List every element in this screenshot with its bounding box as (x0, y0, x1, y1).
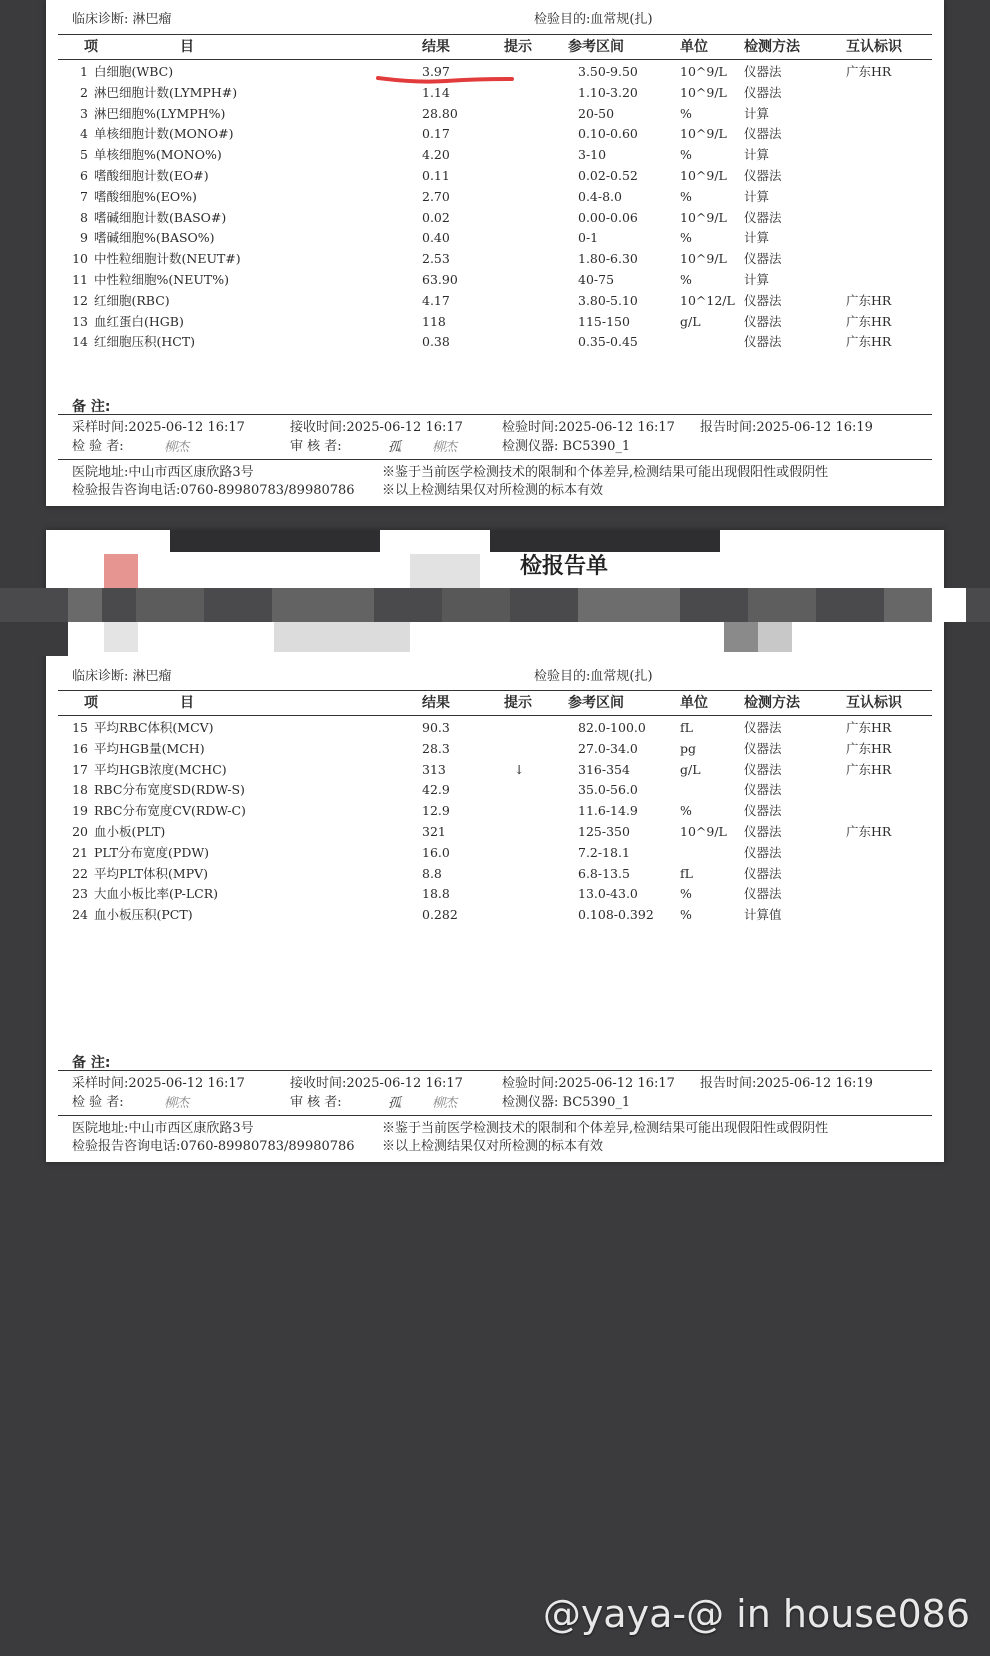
method: 计算 (744, 230, 770, 246)
method: 仪器法 (744, 313, 782, 329)
receive-time: 接收时间:2025-06-12 16:17 (290, 420, 463, 435)
unit: % (680, 886, 692, 902)
mutual-recognition: 广东HR (846, 761, 892, 777)
unit: 10^9/L (680, 126, 727, 142)
report-time: 报告时间:2025-06-12 16:19 (700, 1076, 873, 1091)
result-value: 0.282 (422, 907, 458, 923)
header-item: 项 (84, 695, 98, 711)
unit: 10^9/L (680, 209, 727, 225)
method: 计算值 (744, 907, 782, 923)
method: 仪器法 (744, 740, 782, 756)
mutual-recognition: 广东HR (846, 64, 892, 79)
row-number: 3 (80, 105, 88, 121)
row-number: 4 (80, 126, 88, 142)
remark-label: 备 注: (72, 399, 111, 415)
unit: % (680, 188, 692, 204)
watermark-text: @yaya-@ in house086 (542, 1592, 970, 1636)
table-row (58, 228, 932, 249)
test-name: 淋巴细胞计数(LYMPH#) (94, 84, 238, 100)
row-number: 15 (72, 720, 88, 735)
instrument: 检测仪器: BC5390_1 (502, 1095, 631, 1110)
row-number: 21 (72, 844, 88, 860)
unit: 10^12/L (680, 292, 735, 308)
divider (58, 1115, 932, 1116)
row-number: 24 (72, 907, 88, 923)
table-row (58, 291, 932, 312)
consult-phone: 检验报告咨询电话:0760-89980783/89980786 (72, 1139, 355, 1154)
results-table-2 (58, 718, 932, 926)
header-mutual: 互认标识 (846, 695, 902, 711)
header-unit: 单位 (680, 695, 708, 711)
table-row (58, 312, 932, 333)
tester-label: 检 验 者: (72, 1095, 124, 1110)
row-number: 12 (72, 292, 88, 308)
result-value: 4.17 (422, 292, 450, 308)
instrument: 检测仪器: BC5390_1 (502, 439, 631, 454)
table-row (58, 104, 932, 125)
reference-range: 3.80-5.10 (578, 292, 638, 308)
result-value: 321 (422, 823, 446, 839)
table-row (58, 83, 932, 104)
row-number: 10 (72, 251, 88, 267)
remark-label: 备 注: (72, 1055, 111, 1071)
table-row (58, 780, 932, 801)
disclaimer-1: ※鉴于当前医学检测技术的限制和个体差异,检测结果可能出现假阳性或假阴性 (382, 465, 829, 480)
table-row (58, 270, 932, 291)
test-name: 平均HGB量(MCH) (94, 740, 205, 756)
time-row (72, 1075, 918, 1093)
reference-range: 82.0-100.0 (578, 720, 646, 735)
row-number: 19 (72, 803, 88, 819)
result-value: 2.70 (422, 188, 450, 204)
red-highlight-underline (376, 74, 514, 84)
unit: 10^9/L (680, 251, 727, 267)
row-number: 17 (72, 761, 88, 777)
result-value: 42.9 (422, 782, 450, 798)
method: 仪器法 (744, 84, 782, 100)
lab-report-sheet-1 (46, 0, 944, 506)
table-row (58, 208, 932, 229)
method: 仪器法 (744, 251, 782, 267)
table-row (58, 884, 932, 905)
result-value: 0.17 (422, 126, 450, 142)
result-value: 313 (422, 761, 446, 777)
unit: pg (680, 740, 697, 756)
mutual-recognition: 广东HR (846, 313, 892, 329)
row-number: 16 (72, 740, 88, 756)
result-value: 2.53 (422, 251, 450, 267)
header-unit: 单位 (680, 39, 708, 55)
reference-range: 0.108-0.392 (578, 907, 654, 923)
method: 仪器法 (744, 720, 782, 735)
method: 仪器法 (744, 761, 782, 777)
reference-range: 0.10-0.60 (578, 126, 638, 142)
header-method: 检测方法 (744, 39, 800, 55)
table-row (58, 739, 932, 760)
sample-time: 采样时间:2025-06-12 16:17 (72, 1076, 245, 1091)
test-name: 嗜酸细胞%(EO%) (94, 188, 197, 204)
header-method: 检测方法 (744, 695, 800, 711)
reference-range: 1.10-3.20 (578, 84, 638, 100)
test-name: 嗜酸细胞计数(EO#) (94, 167, 209, 183)
header-result: 结果 (422, 39, 450, 55)
table-row (58, 145, 932, 166)
test-purpose: 检验目的:血常规(扎) (534, 12, 653, 27)
row-number: 11 (72, 271, 88, 287)
unit: 10^9/L (680, 823, 727, 839)
test-name: 红细胞压积(HCT) (94, 334, 196, 350)
result-value: 0.38 (422, 334, 450, 350)
table-header (58, 34, 932, 60)
row-number: 5 (80, 147, 88, 163)
reference-range: 115-150 (578, 313, 630, 329)
row-number: 7 (80, 188, 88, 204)
unit: 10^9/L (680, 167, 727, 183)
unit: g/L (680, 761, 701, 777)
test-name: 平均PLT体积(MPV) (94, 865, 209, 881)
header-flag: 提示 (504, 695, 532, 711)
divider (58, 414, 932, 415)
disclaimer-2: ※以上检测结果仅对所检测的标本有效 (382, 1139, 604, 1154)
result-value: 90.3 (422, 720, 450, 735)
row-number: 13 (72, 313, 88, 329)
result-value: 4.20 (422, 147, 450, 163)
reference-range: 13.0-43.0 (578, 886, 638, 902)
result-value: 28.3 (422, 740, 450, 756)
table-row (58, 249, 932, 270)
test-name: 单核细胞计数(MONO#) (94, 126, 234, 142)
test-name: 嗜碱细胞%(BASO%) (94, 230, 215, 246)
reference-range: 7.2-18.1 (578, 844, 630, 860)
reviewer-label: 审 核 者: (290, 439, 342, 454)
unit: % (680, 230, 692, 246)
mutual-recognition: 广东HR (846, 720, 892, 735)
test-name: 平均HGB浓度(MCHC) (94, 761, 227, 777)
test-name: 嗜碱细胞计数(BASO#) (94, 209, 227, 225)
test-purpose: 检验目的:血常规(扎) (534, 669, 653, 684)
footer-row-1 (72, 464, 924, 482)
report-time: 报告时间:2025-06-12 16:19 (700, 420, 873, 435)
test-name: 单核细胞%(MONO%) (94, 147, 222, 163)
row-number: 9 (80, 230, 88, 246)
reviewer-signature-b: 柳杰 (432, 440, 457, 455)
header-flag: 提示 (504, 39, 532, 55)
sample-time: 采样时间:2025-06-12 16:17 (72, 420, 245, 435)
test-time: 检验时间:2025-06-12 16:17 (502, 420, 675, 435)
table-row (58, 124, 932, 145)
table-row (58, 843, 932, 864)
table-row (58, 332, 932, 353)
reference-range: 6.8-13.5 (578, 865, 630, 881)
test-name: 血小板压积(PCT) (94, 907, 193, 923)
reference-range: 0.35-0.45 (578, 334, 638, 350)
header-item-2: 目 (180, 39, 194, 55)
diagnosis-row (72, 668, 918, 686)
unit: % (680, 147, 692, 163)
reviewer-signature-a: 孤 (388, 1096, 401, 1111)
result-value: 12.9 (422, 803, 450, 819)
reference-range: 11.6-14.9 (578, 803, 638, 819)
reference-range: 0.00-0.06 (578, 209, 638, 225)
method: 仪器法 (744, 209, 782, 225)
disclaimer-2: ※以上检测结果仅对所检测的标本有效 (382, 483, 604, 498)
mutual-recognition: 广东HR (846, 292, 892, 308)
table-row (58, 187, 932, 208)
result-value: 118 (422, 313, 446, 329)
method: 仪器法 (744, 334, 782, 350)
divider (58, 1070, 932, 1071)
unit: 10^9/L (680, 84, 727, 100)
reference-range: 20-50 (578, 105, 615, 121)
header-reference: 参考区间 (568, 39, 624, 55)
reference-range: 0-1 (578, 230, 599, 246)
unit: g/L (680, 313, 701, 329)
result-value: 0.40 (422, 230, 450, 246)
receive-time: 接收时间:2025-06-12 16:17 (290, 1076, 463, 1091)
row-number: 18 (72, 782, 88, 798)
time-row (72, 419, 918, 437)
unit: 10^9/L (680, 64, 727, 79)
result-value: 63.90 (422, 271, 458, 287)
method: 计算 (744, 147, 770, 163)
divider (58, 459, 932, 460)
flag-indicator: ↓ (514, 761, 525, 777)
signer-row (72, 438, 918, 456)
result-value: 1.14 (422, 84, 450, 100)
table-header (58, 690, 932, 716)
reference-range: 27.0-34.0 (578, 740, 638, 756)
result-value: 18.8 (422, 886, 450, 902)
row-number: 20 (72, 823, 88, 839)
test-time: 检验时间:2025-06-12 16:17 (502, 1076, 675, 1091)
consult-phone: 检验报告咨询电话:0760-89980783/89980786 (72, 483, 355, 498)
unit: fL (680, 865, 693, 881)
mutual-recognition: 广东HR (846, 334, 892, 350)
reference-range: 0.4-8.0 (578, 188, 622, 204)
result-value: 3.97 (422, 64, 450, 79)
result-value: 8.8 (422, 865, 442, 881)
results-table-1 (58, 62, 932, 353)
reference-range: 316-354 (578, 761, 630, 777)
method: 仪器法 (744, 844, 782, 860)
diagnosis-text: 临床诊断: 淋巴瘤 (72, 12, 172, 27)
test-name: RBC分布宽度SD(RDW-S) (94, 782, 245, 798)
tester-signature: 柳杰 (164, 1096, 189, 1111)
test-name: 平均RBC体积(MCV) (94, 720, 214, 735)
method: 计算 (744, 271, 770, 287)
reviewer-signature-a: 孤 (388, 440, 401, 455)
row-number: 2 (80, 84, 88, 100)
mosaic-redaction (0, 520, 990, 660)
method: 计算 (744, 105, 770, 121)
table-row (58, 864, 932, 885)
unit: % (680, 907, 692, 923)
table-row (58, 801, 932, 822)
row-number: 8 (80, 209, 88, 225)
row-number: 23 (72, 886, 88, 902)
table-row (58, 718, 932, 739)
row-number: 14 (72, 334, 88, 350)
test-name: 血小板(PLT) (94, 823, 166, 839)
result-value: 0.11 (422, 167, 450, 183)
test-name: 红细胞(RBC) (94, 292, 170, 308)
mutual-recognition: 广东HR (846, 740, 892, 756)
result-value: 28.80 (422, 105, 458, 121)
test-name: 中性粒细胞%(NEUT%) (94, 271, 229, 287)
reviewer-signature-b: 柳杰 (432, 1096, 457, 1111)
reference-range: 40-75 (578, 271, 615, 287)
reference-range: 3.50-9.50 (578, 64, 638, 79)
header-result: 结果 (422, 695, 450, 711)
method: 仪器法 (744, 886, 782, 902)
reviewer-label: 审 核 者: (290, 1095, 342, 1110)
test-name: 淋巴细胞%(LYMPH%) (94, 105, 226, 121)
header-mutual: 互认标识 (846, 39, 902, 55)
footer-row-1 (72, 1120, 924, 1138)
row-number: 6 (80, 167, 88, 183)
mutual-recognition: 广东HR (846, 823, 892, 839)
reference-range: 3-10 (578, 147, 607, 163)
table-row (58, 822, 932, 843)
result-value: 16.0 (422, 844, 450, 860)
method: 仪器法 (744, 782, 782, 798)
unit: % (680, 105, 692, 121)
header-item: 项 (84, 39, 98, 55)
method: 仪器法 (744, 823, 782, 839)
table-row (58, 905, 932, 926)
method: 仪器法 (744, 865, 782, 881)
tester-label: 检 验 者: (72, 439, 124, 454)
reference-range: 35.0-56.0 (578, 782, 638, 798)
test-name: 白细胞(WBC) (94, 64, 174, 79)
signer-row (72, 1094, 918, 1112)
unit: % (680, 803, 692, 819)
header-item-2: 目 (180, 695, 194, 711)
table-row (58, 166, 932, 187)
method: 仪器法 (744, 167, 782, 183)
diagnosis-row (72, 11, 918, 29)
test-name: 血红蛋白(HGB) (94, 313, 184, 329)
unit: % (680, 271, 692, 287)
method: 仪器法 (744, 803, 782, 819)
hospital-address: 医院地址:中山市西区康欣路3号 (72, 1121, 254, 1136)
footer-row-2 (72, 1138, 924, 1156)
test-name: RBC分布宽度CV(RDW-C) (94, 803, 246, 819)
result-value: 0.02 (422, 209, 450, 225)
test-name: 中性粒细胞计数(NEUT#) (94, 251, 241, 267)
method: 仪器法 (744, 126, 782, 142)
footer-row-2 (72, 482, 924, 500)
reference-range: 1.80-6.30 (578, 251, 638, 267)
diagnosis-text: 临床诊断: 淋巴瘤 (72, 669, 172, 684)
sheet-2-title: 检报告单 (520, 554, 609, 579)
table-row (58, 760, 932, 781)
row-number: 1 (80, 64, 88, 79)
reference-range: 125-350 (578, 823, 630, 839)
reference-range: 0.02-0.52 (578, 167, 638, 183)
unit: fL (680, 720, 693, 735)
method: 计算 (744, 188, 770, 204)
disclaimer-1: ※鉴于当前医学检测技术的限制和个体差异,检测结果可能出现假阳性或假阴性 (382, 1121, 829, 1136)
header-reference: 参考区间 (568, 695, 624, 711)
test-name: 大血小板比率(P-LCR) (94, 886, 218, 902)
hospital-address: 医院地址:中山市西区康欣路3号 (72, 465, 254, 480)
test-name: PLT分布宽度(PDW) (94, 844, 210, 860)
method: 仪器法 (744, 292, 782, 308)
tester-signature: 柳杰 (164, 440, 189, 455)
row-number: 22 (72, 865, 88, 881)
method: 仪器法 (744, 64, 782, 79)
